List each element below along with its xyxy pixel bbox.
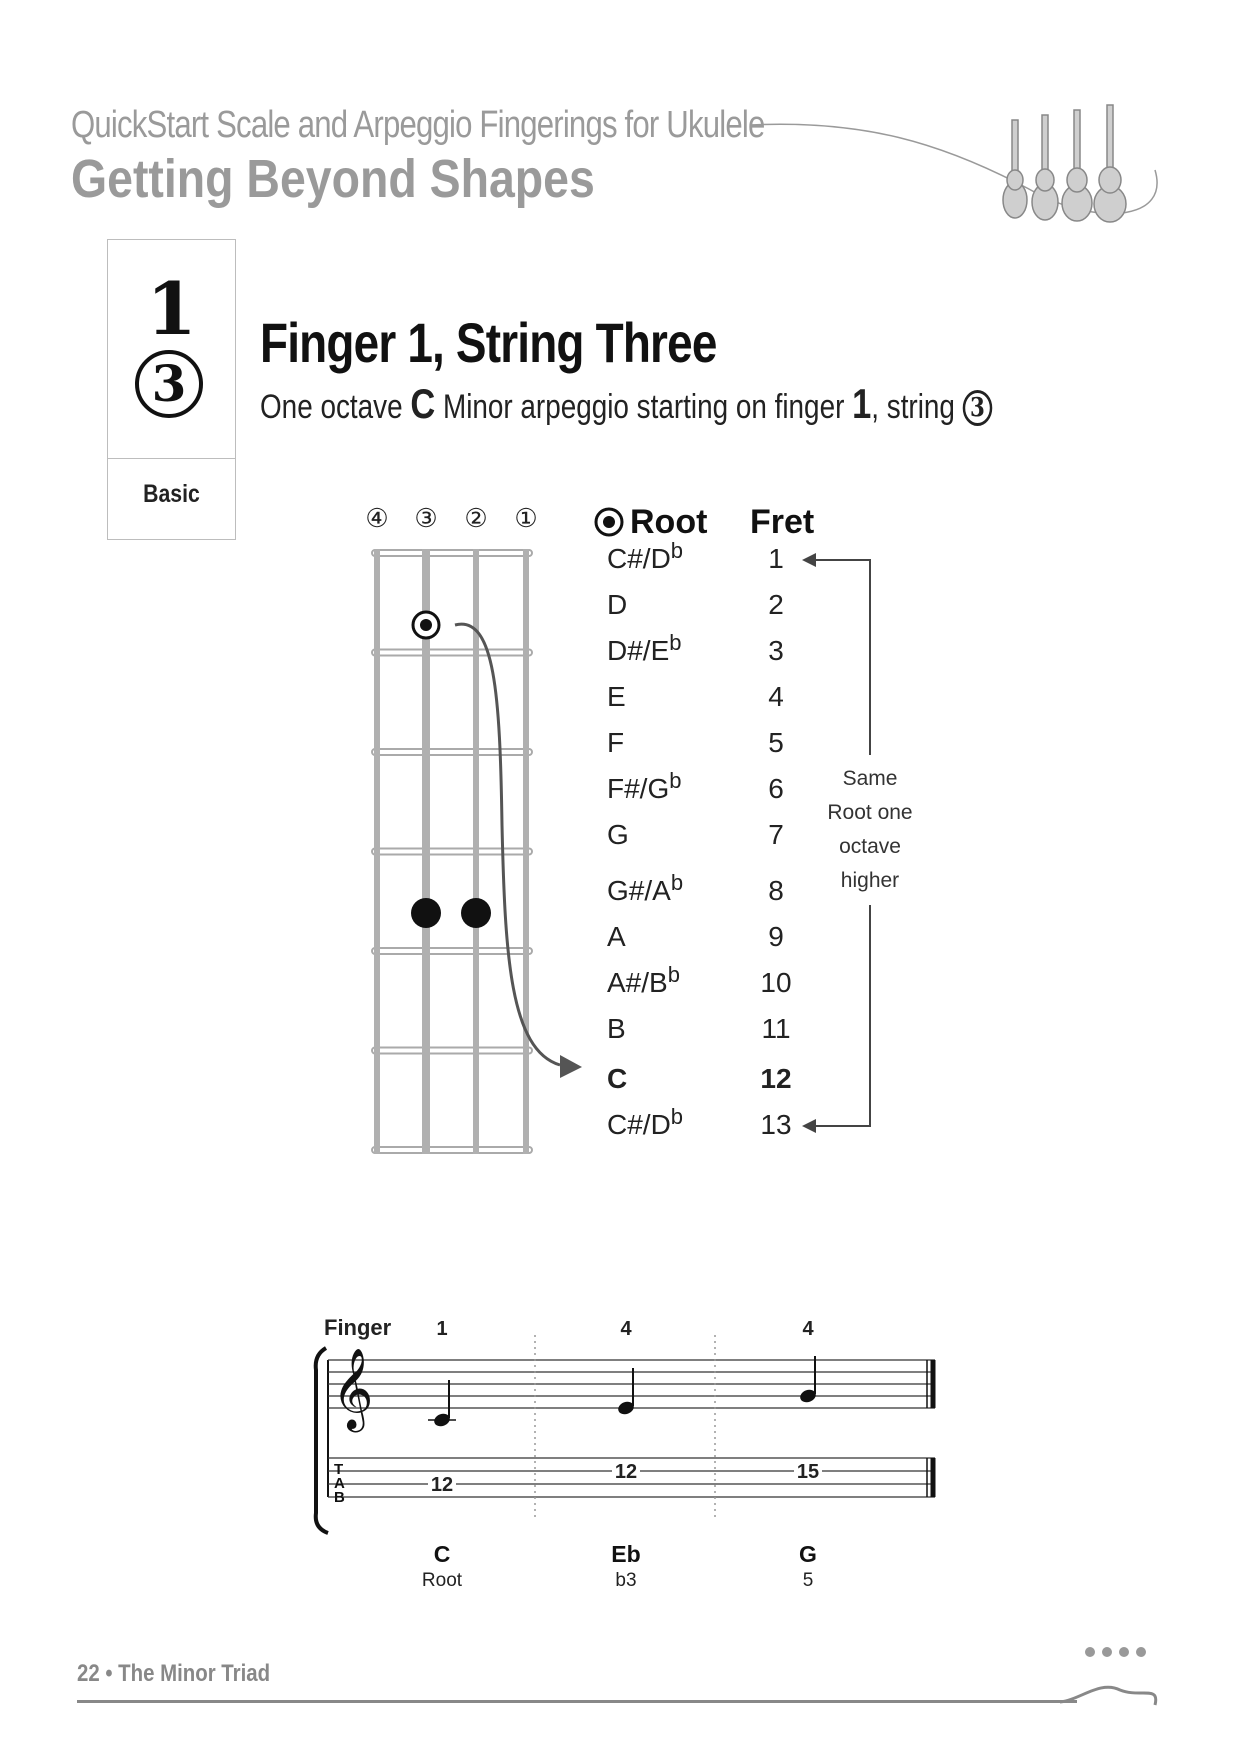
fret-number: 13 — [760, 1109, 792, 1140]
fret-number: 6 — [768, 773, 784, 804]
degree-label: b3 — [615, 1570, 637, 1591]
fret-number: 7 — [768, 819, 784, 850]
fret-number: 5 — [768, 727, 784, 758]
finger-label: Finger — [324, 1315, 392, 1340]
fret-number: 12 — [760, 1063, 792, 1094]
note-name: E — [607, 681, 626, 712]
tab-clef-icon: T — [334, 1461, 344, 1478]
string-label: ③ — [414, 503, 438, 533]
tab-fret: 12 — [430, 1474, 454, 1496]
note-dot — [411, 898, 441, 928]
fret-wire — [372, 749, 532, 755]
position-badge — [107, 239, 236, 540]
fret-number: 11 — [761, 1013, 791, 1044]
finger-number: 1 — [436, 1318, 448, 1340]
octave-note: Root one — [827, 801, 913, 824]
fret-number: 8 — [768, 875, 784, 906]
fret-wire — [372, 1048, 532, 1054]
degree-label: 5 — [802, 1570, 814, 1591]
note-name: A — [607, 921, 626, 952]
octave-bracket — [815, 560, 870, 755]
note-name: $A\#/B^b$ — [607, 962, 680, 998]
finger-number: 4 — [620, 1318, 632, 1340]
footer-page-info: 22 • The Minor Triad — [77, 1660, 271, 1687]
fret-header: Fret — [750, 503, 815, 541]
footer-divider — [77, 1700, 1077, 1703]
badge-level: Basic — [143, 480, 200, 508]
ukuleles-icon — [1003, 105, 1126, 222]
octave-arrow — [455, 624, 560, 1065]
book-subtitle: Getting Beyond Shapes — [71, 149, 595, 209]
finger-number: 4 — [802, 1318, 814, 1340]
chapter-name: The Minor Triad — [118, 1660, 271, 1687]
page-heading: Finger 1, String Three — [260, 311, 717, 374]
note-name: G — [607, 819, 629, 850]
note-name: $C\#/D^b$ — [607, 538, 684, 574]
root-header: Root — [630, 503, 708, 541]
fret-wire — [372, 849, 532, 855]
fret-number: 3 — [768, 635, 784, 666]
degree-label: Root — [421, 1570, 463, 1591]
string-label: ① — [514, 503, 538, 533]
fret-number: 10 — [760, 967, 792, 998]
string-line — [523, 549, 529, 1154]
note-label: C — [433, 1541, 451, 1567]
note-name: D — [607, 589, 628, 620]
badge-finger-number: 1 — [146, 266, 197, 351]
description-finger: 1 — [852, 380, 872, 427]
note-name: $C\#/D^b$ — [607, 1104, 684, 1140]
note-name: B — [607, 1013, 626, 1044]
tab-fret: 15 — [796, 1461, 820, 1483]
treble-clef-icon: 𝄞 — [332, 1349, 374, 1427]
fret-number: 4 — [768, 681, 784, 712]
note-name: F — [607, 727, 625, 758]
string-line — [374, 549, 380, 1154]
page-number: 22 — [77, 1660, 100, 1687]
string-label: ② — [464, 503, 488, 533]
svg-text:B: B — [334, 1489, 345, 1506]
note-label: G — [799, 1541, 817, 1567]
string-line — [473, 549, 479, 1154]
octave-arrow-head — [560, 1055, 582, 1078]
fret-wire — [372, 650, 532, 656]
system-brace — [316, 1348, 328, 1533]
fret-number: 2 — [768, 589, 784, 620]
note-name: $F\#/G^b$ — [607, 768, 682, 804]
note-label: Eb — [611, 1541, 641, 1567]
tab-fret: 12 — [614, 1461, 638, 1483]
description-string: 3 — [963, 390, 993, 426]
fret-number: 1 — [768, 543, 784, 574]
octave-note: octave — [839, 835, 901, 858]
fretboard-diagram — [350, 495, 970, 1180]
octave-note: Same — [842, 767, 898, 790]
string-line — [422, 549, 430, 1154]
octave-bracket — [815, 905, 870, 1126]
footer-swoosh — [1060, 1640, 1170, 1710]
note-name: $D\#/E^b$ — [607, 630, 682, 666]
fret-wire — [372, 1147, 532, 1153]
description: One octave C Minor arpeggio starting on finger 1, string 3 — [260, 380, 992, 428]
note-dot — [461, 898, 491, 928]
root-marker-dot — [420, 619, 432, 631]
note-name: $G\#/A^b$ — [607, 870, 684, 906]
header-swoosh — [740, 100, 1160, 240]
octave-note: higher — [840, 869, 900, 892]
description-key: C — [410, 380, 436, 427]
fret-wire — [372, 550, 532, 556]
badge-string-number: 3 — [135, 350, 203, 418]
fret-number: 9 — [768, 921, 784, 952]
series-title: QuickStart Scale and Arpeggio Fingerings for Ukulele — [71, 104, 765, 146]
string-label: ④ — [365, 503, 389, 533]
notation-staff — [310, 1300, 950, 1600]
note-name: C — [607, 1063, 628, 1094]
svg-text:A: A — [334, 1475, 345, 1492]
